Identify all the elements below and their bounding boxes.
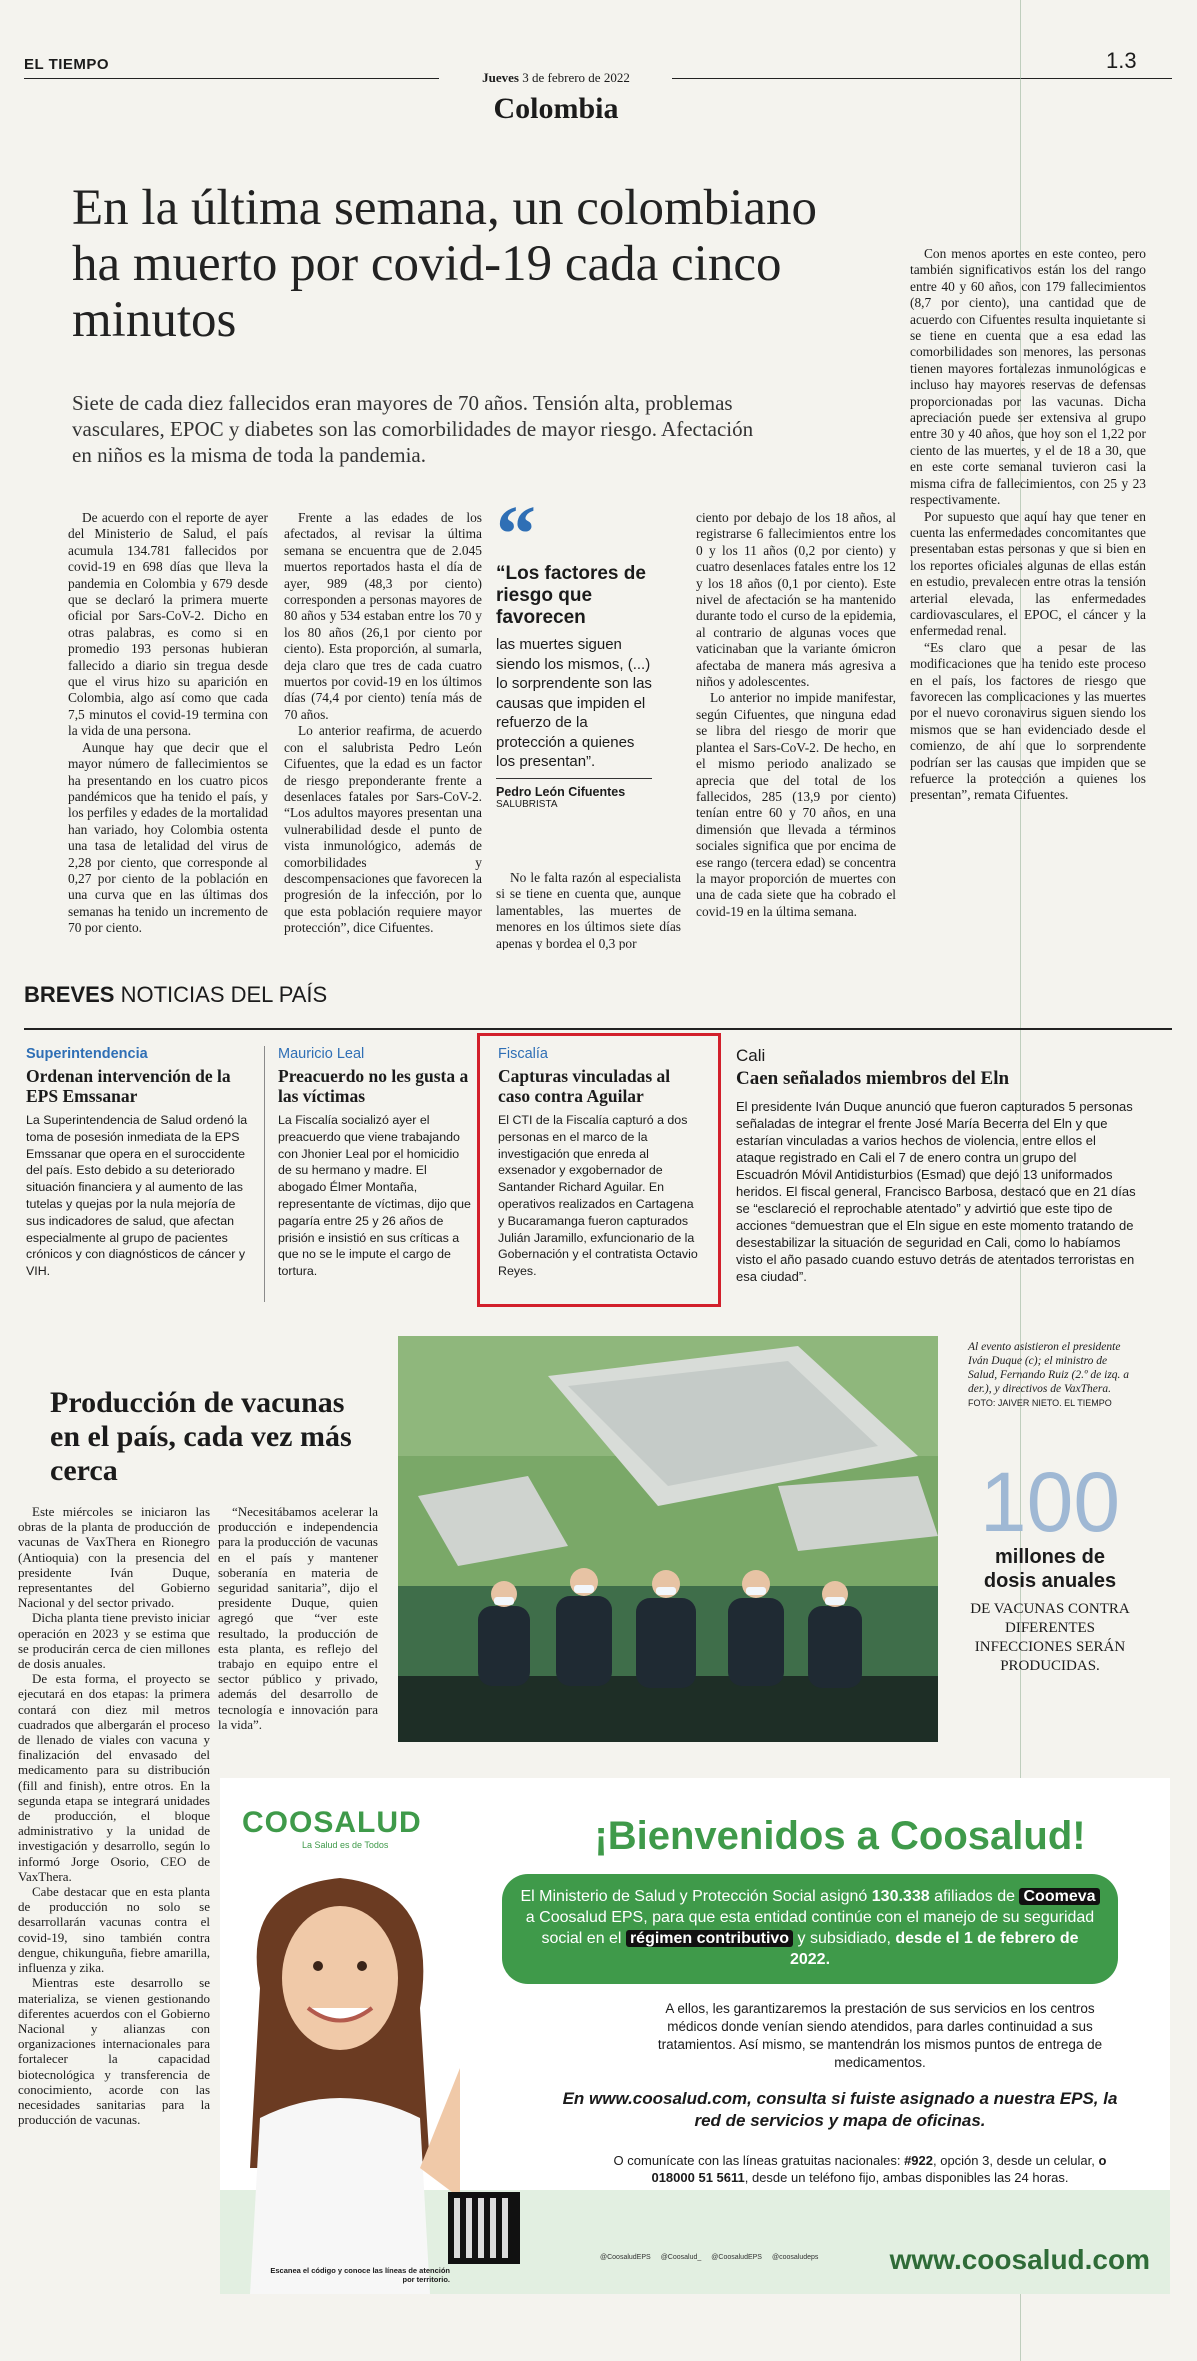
pull-quote <box>496 491 652 810</box>
header-rule-left <box>24 78 439 79</box>
issue-date <box>440 70 672 86</box>
paragraph: Con menos aportes en este conteo, pero también significativos están los del rango entre 40 y 60 años, con 179 fallecimientos (8,7 por ciento), una cantidad que de acuerdo con Cifuentes resulta inquietante si se tiene en cuenta que a esa edad las comorbilidades son menores, las personas tienen mayores fortalezas inmunológicas e incluso hay mayores reservas de defensas proporcionadas por las vacunas. Dicha apreciación puede ser extensiva al grupo entre 30 y 40 años, que hoy son el 1,22 por ciento de las muertes, y el de 18 a 30, que en este corte semanal tuvieron casi la misma cifra de fallecimientos, con 25 y 23 respectivamente. <box>910 246 1146 508</box>
event-photo-illustration <box>398 1336 938 1742</box>
ad-headline: ¡Bienvenidos a Coosalud! <box>594 1814 1086 1858</box>
breve-headline: Caen señalados miembros del Eln <box>736 1068 1010 1089</box>
breve-body: El CTI de la Fiscalía capturó a dos personas en el marco de la investigación que enreda al exsenador y exgobernador de Santander Richard Aguilar. En operativos realizados en Cartagena y Bucaramanga fueron capturados Julián Jaramillo, exfuncionario de la Gobernación y el contratista Octavio Reyes. <box>498 1113 698 1279</box>
breve-body: El presidente Iván Duque anunció que fueron capturados 5 personas señaladas de integrar el frente José María Becerra del Eln y que estarían vinculadas a varios hechos de violencia, entre ellos el ataque registrado en Cali el 7 de enero contra un grupo del Escuadrón Móvil Antidisturbios (Esmad) que dejó 13 uniformados heridos. El fiscal general, Francisco Barbosa, destacó que en 21 días se “esclareció el reprochable atentado” y advirtió que este tipo de acciones “demuestran que el Eln sigue en este momento tratando de desestabilizar la situación de seguridad en Cali, como lo habíamos visto el año pasado cuando estuvo detrás de atentados terroristas en esa ciudad”. <box>736 1099 1136 1284</box>
breve-headline: Ordenan intervención de la EPS Emssanar <box>26 1066 231 1106</box>
stat-desc: DE VACUNAS CONTRA DIFERENTES INFECCIONES SERÁN PRODUCIDAS. <box>970 1601 1130 1674</box>
ad-box-date: desde el 1 de febrero de 2022. <box>789 1930 1079 1968</box>
main-col-1 <box>68 510 268 950</box>
ad-box-text-2: afiliados de <box>934 1888 1016 1905</box>
section-title: Colombia <box>493 92 619 125</box>
ad-box-regimen: régimen contributivo <box>626 1930 793 1947</box>
photo-caption <box>968 1340 1138 1410</box>
qr-caption: Escanea el código y conoce las líneas de atención por territorio. <box>270 2266 450 2284</box>
paragraph: Aunque hay que decir que el mayor número de fallecimientos se ha presentando en los cuatro picos pandémicos que ha tenido el país, y los perfiles y edades de la mortalidad han variado, hoy Colombia ostenta una tasa de letalidad del virus de 2,28 por ciento, que corresponde al 0,27 por ciento de la población en una curva que en las últimas dos semanas ha tenido un incremento de 70 por ciento. <box>68 739 268 936</box>
paragraph: De esta forma, el proyecto se ejecutará en dos etapas: la primera contará con diez mil metros cuadrados que albergarán el proceso de llenado de viales con vacuna y finalización del envasado del medicamento para su distribución (fill and finish), entre otros. En la segunda etapa se integrará unidades de producción, el bloque administrativo y la unidad de investigación y desarrollo, según lo informó Jorge Osorio, CEO de VaxThera. <box>18 1671 210 1884</box>
ad-brand: COOSALUD <box>242 1806 422 1839</box>
coosalud-ad <box>220 1778 1170 2294</box>
paragraph: No le falta razón al especialista si se tiene en cuenta que, aunque lamentables, las muertes de menores en los últimos siete días apenas y bordea el 0,3 por <box>496 870 681 950</box>
breve-kicker: Superintendencia <box>26 1046 148 1062</box>
ad-info-box <box>502 1874 1118 1984</box>
social-handle[interactable]: @CoosaludEPS <box>600 2254 651 2261</box>
breves-rule <box>24 1028 1172 1030</box>
quote-mark: “ <box>496 491 536 579</box>
main-headline: En la última semana, un colombiano ha muerto por covid-19 cada cinco minutos <box>72 180 817 348</box>
breve-kicker: Mauricio Leal <box>278 1046 365 1062</box>
paragraph: Este miércoles se iniciaron las obras de la planta de producción de vacunas de VaxThera en Rionegro (Antioquia) con la presencia del presidente Iván Duque, representantes del Gobierno Nacional y del sector privado. <box>18 1504 210 1611</box>
date-weekday: Jueves <box>482 70 519 85</box>
main-col-4 <box>696 510 896 950</box>
ad-brand-tagline: La Salud es de Todos <box>302 1840 389 1850</box>
main-col-2 <box>284 510 482 950</box>
paragraph: “Es claro que a pesar de las modificaciones que ha tenido este proceso en el país, los factores de riesgo que favorecen las complicaciones y las muertes por el nuevo coronavirus siguen siendo los mismos que se han evidenciado desde el comienzo, de ahí que lo sorprendente podrían ser las causas que impiden que se refuerce la protección a quienes los presentan”, remata Cifuentes. <box>910 639 1146 803</box>
paragraph: Frente a las edades de los afectados, al revisar la última semana se encuentra que de 2.045 muertos reportados hasta el día de ayer, 989 (48,3 por ciento) corresponden a personas mayores de 80 años y 534 estaban entre los 70 y los 80 años (26,1 por ciento por ciento). Esta proporción, al sumarla, deja claro que tres de cada cuatro muertos por covid-19 en los últimos días (74,4 por ciento) tenía más de 70 años. <box>284 510 482 722</box>
social-handle[interactable]: @Coosalud_ <box>660 2254 702 2261</box>
breve-divider <box>264 1046 265 1302</box>
breve-body: La Fiscalía socializó ayer el preacuerdo que viene trabajando con Jhonier Leal por el homicidio de su hermano y madre. El abogado Élmer Montaña, representante de víctimas, dijo que pagaría entre 25 y 26 años de prisión e insistió en sus críticas a que no se le impute el cargo de tortura. <box>278 1113 471 1279</box>
ad-url[interactable]: www.coosalud.com <box>889 2244 1150 2275</box>
social-handle[interactable]: @coosaludeps <box>771 2254 819 2261</box>
ad-box-text-3: a Coosalud EPS, para que esta entidad continúe con el manejo de su seguridad social en el <box>525 1909 1095 1947</box>
phone-922: #922 <box>904 2153 933 2168</box>
masthead: EL TIEMPO <box>24 56 110 73</box>
phone-text-2: , opción 3, desde un celular, <box>932 2153 1095 2168</box>
date-rest: 3 de febrero de 2022 <box>522 70 630 85</box>
paragraph: ciento por debajo de los 18 años, al registrarse 6 fallecimientos entre los 0 y los 11 años (0,2 por ciento) y cuatro desenlaces fatales entre los 12 y los 18 años (0,1 por ciento). Este nivel de afectación se ha mantenido durante todo el curso de la epidemia, al contrario de algunas voces que vaticinaban que la variante ómicron afectaba de manera más agresiva a niños y adolescentes. <box>696 510 896 690</box>
paragraph: Lo anterior reafirma, de acuerdo con el salubrista Pedro León Cifuentes, que la edad es un factor de riesgo preponderante frente a desenlaces fatales por Sars-CoV-2. “Los adultos mayores presentan una vulnerabilidad desde el punto de vista inmunológico, además de comorbilidades y descompensaciones que favorecen la progresión de la infección, por lo que esta población requiere mayor protección”, dice Cifuentes. <box>284 723 482 936</box>
header-rule-right <box>672 78 1172 79</box>
qr-pattern <box>454 2198 514 2258</box>
ad-box-number: 130.338 <box>871 1888 930 1905</box>
breve-kicker: Cali <box>736 1046 766 1065</box>
breve-item <box>498 1046 698 1292</box>
breves-header <box>24 982 327 1008</box>
paragraph: Mientras este desarrollo se materializa, se vienen gestionando diferentes acuerdos con el Gobierno Nacional y alianzas con organizaciones internacionales para fortalecer la capacidad biotecnológica y transferencia de conocimiento, acorde con las necesidades sanitarias para la producción de vacunas. <box>18 1975 210 2128</box>
quote-role: SALUBRISTA <box>496 798 558 810</box>
breve-kicker: Fiscalía <box>498 1046 548 1062</box>
photo-credit: FOTO: JAIVER NIETO. EL TIEMPO <box>968 1398 1112 1408</box>
social-handle[interactable]: @CoosaludEPS <box>711 2254 762 2261</box>
breve-item <box>278 1046 476 1292</box>
main-col-5 <box>910 246 1146 950</box>
paragraph: Lo anterior no impide manifestar, según Cifuentes, que ninguna edad se libra del riesgo de morir que plantea el Sars-CoV-2. De hecho, en el mismo periodo analizado se aprecia que del total de los fallecidos, 285 (13,9 por ciento) tenían entre 60 y 70 años, en una dimensión que llevada a términos sociales significa que por encima de ese rango (tercera edad) se concentra la mayor proporción de muertes con una de cada siete que ha cobrado el covid-19 en la última semana. <box>696 690 896 919</box>
quote-author: Pedro León Cifuentes <box>496 784 626 799</box>
paragraph: Cabe destacar que en esta planta de producción no solo se desarrollarán vacunas contra el covid-19, sino también contra dengue, chikunguña, fiebre amarilla, influenza y zika. <box>18 1884 210 1976</box>
stat-label: millones de dosis anuales <box>983 1546 1117 1592</box>
phone-text-1: O comunícate con las líneas gratuitas nacionales: <box>613 2153 901 2168</box>
breves-title-bold: BREVES <box>24 982 115 1007</box>
quote-bold: “Los factores de riesgo que favorecen <box>496 563 646 628</box>
paragraph: “Necesitábamos acelerar la producción e independencia para la producción de vacunas en el país y mantener soberanía en materia de seguridad sanitaria”, dijo el presidente Duque, quien agregó que “ver este resultado, la producción de esta planta, es reflejo del trabajo en equipo entre el sector público y privado, además del desarrollo de tecnología e innovación para la vida”. <box>218 1504 378 1732</box>
phone-018000: o 018000 51 5611 <box>651 2153 1107 2185</box>
ad-web-line: En www.coosalud.com, consulta si fuiste asignado a nuestra EPS, la red de servicios y mapa de oficinas. <box>562 2089 1118 2130</box>
vaccine-col-1 <box>18 1504 210 2294</box>
paragraph: Por supuesto que aquí hay que tener en cuenta las enfermedades concomitantes que presentaban estas personas y que si bien en los reportes oficiales algunas de ellas están en estudio, prevalecen entre otras la tensión arterial elevada, las enfermedades cardiovasculares, el EPOC, el cáncer y la enfermedad renal. <box>910 508 1146 639</box>
breve-body: La Superintendencia de Salud ordenó la toma de posesión inmediata de la EPS Emssanar que opera en el suroccidente del país. Esto debido a su deteriorado situación financiera y al aumento de las tutelas y quejas por la nula mejoría de sus indicadores de salud, que afectan especialmente al grupo de pacientes crónicos y con diagnósticos de cáncer y VIH. <box>26 1113 248 1279</box>
paragraph: De acuerdo con el reporte de ayer del Ministerio de Salud, el país acumula 134.781 fallecidos por covid-19 en 698 días que lleva la pandemia en Colombia y 679 desde que se declaró la primera muerte oficial por Sars-CoV-2. Dicho en otras palabras, es como si en promedio 193 personas hubieran fallecido a diario sin tregua desde que el virus hizo su aparición en Colombia, algo así como que cada 7,5 minutos el covid-19 termina con la vida de una persona. <box>68 510 268 739</box>
ad-box-text-4: y subsidiado, <box>797 1930 891 1947</box>
event-photo <box>398 1336 938 1742</box>
phone-text-3: , desde un teléfono fijo, ambas disponibles las 24 horas. <box>744 2170 1069 2185</box>
stat-number: 100 <box>979 1455 1121 1549</box>
paragraph: Dicha planta tiene previsto iniciar operación en 2023 y se estima que se producirán cerca de cien millones de dosis anuales. <box>18 1610 210 1672</box>
breve-headline: Capturas vinculadas al caso contra Aguilar <box>498 1066 671 1106</box>
breve-headline: Preacuerdo no les gusta a las víctimas <box>278 1066 469 1106</box>
ad-box-coomeva: Coomeva <box>1019 1888 1099 1905</box>
qr-code[interactable] <box>448 2192 520 2264</box>
vaccine-col-2 <box>218 1504 378 1754</box>
ad-phone-line <box>600 2152 1120 2186</box>
main-col-3-bottom <box>496 870 681 950</box>
caption-text: Al evento asistieron el presidente Iván Duque (c); el ministro de Salud, Fernando Ruiz (2.º de izq. a der.), y directivos de VaxThera. <box>968 1341 1130 1395</box>
breves-title-rest: NOTICIAS DEL PAÍS <box>120 982 328 1007</box>
breve-item <box>736 1046 1136 1298</box>
main-deck: Siete de cada diez fallecidos eran mayores de 70 años. Tensión alta, problemas vasculares, EPOC y diabetes son las comorbilidades de mayor riesgo. Afectación en niños es la misma de toda la pandemia. <box>72 391 754 467</box>
ad-socials <box>600 2254 880 2261</box>
page-number: 1.3 <box>1106 48 1137 73</box>
breve-item <box>26 1046 256 1292</box>
quote-rule <box>496 778 652 779</box>
woman-illustration <box>220 1868 460 2294</box>
ad-box-text-1: El Ministerio de Salud y Protección Social asignó <box>520 1888 868 1905</box>
vaccine-headline: Producción de vacunas en el país, cada vez más cerca <box>50 1386 352 1487</box>
ad-body: A ellos, les garantizaremos la prestación de sus servicios en los centros médicos donde venían siendo atendidos, para darles continuidad a sus tratamientos. Así mismo, se mantendrán los mismos puntos de entrega de medicamentos. <box>657 2001 1103 2070</box>
ad-brand-logo <box>242 1806 422 1850</box>
quote-text: las muertes siguen siendo los mismos, (...) lo sorprendente son las causas que impiden el refuerzo de la protección a quienes los presentan”. <box>496 636 652 770</box>
